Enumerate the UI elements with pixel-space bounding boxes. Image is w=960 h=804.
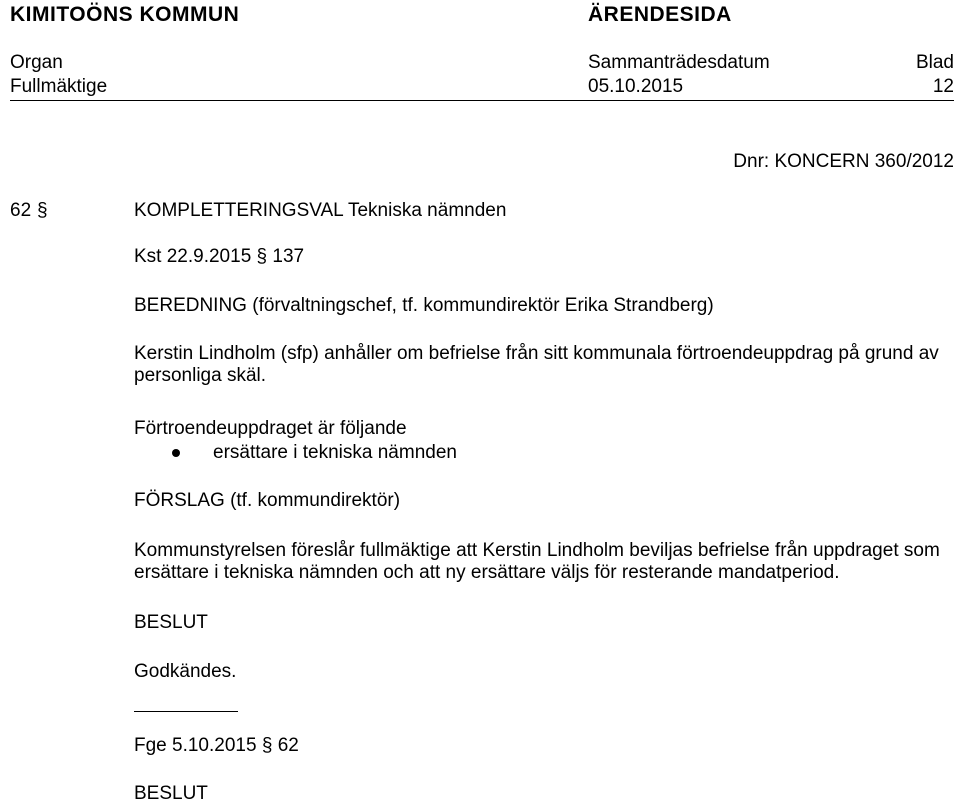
organ-value: Fullmäktige (10, 76, 108, 97)
fge-section-mark: § (261, 735, 273, 756)
bullet-icon (172, 449, 180, 457)
diary-number: Dnr: KONCERN 360/2012 (733, 151, 954, 172)
date-label: Sammanträdesdatum (588, 52, 770, 73)
body-paragraph: Kerstin Lindholm (sfp) anhåller om befrielse från sitt kommunala förtroendeuppdrag på grund av personliga skäl. (134, 343, 939, 386)
uppdrag-item: ersättare i tekniska nämnden (213, 442, 457, 463)
kst-number: 137 (272, 246, 305, 267)
page-label: Blad (915, 52, 954, 73)
fge-number: 62 (277, 735, 299, 756)
header-divider (10, 100, 954, 101)
beslut-text: Godkändes. (134, 661, 237, 682)
beredning-heading: BEREDNING (förvaltningschef, tf. kommundirektör Erika Strandberg) (134, 295, 714, 316)
item-number: 62 (10, 200, 32, 221)
item-title: KOMPLETTERINGSVAL Tekniska nämnden (134, 200, 507, 221)
separator-line (134, 711, 238, 712)
document-type: ÄRENDESIDA (588, 3, 732, 26)
fge-date: Fge 5.10.2015 (134, 735, 257, 756)
beslut-heading: BESLUT (134, 612, 208, 633)
forslag-heading: FÖRSLAG (tf. kommundirektör) (134, 490, 401, 511)
forslag-text: Kommunstyrelsen föreslår fullmäktige att Kerstin Lindholm beviljas befrielse från uppdraget som ersättare i tekniska nämnden och att ny ersättare väljs för resterande mandatperiod. (134, 540, 940, 583)
date-value: 05.10.2015 (588, 76, 684, 97)
page-number: 12 (932, 76, 954, 97)
uppdrag-heading: Förtroendeuppdraget är följande (134, 418, 407, 439)
kst-section-mark: § (256, 246, 268, 267)
beslut-heading-2: BESLUT (134, 783, 208, 804)
fge-reference (134, 736, 299, 755)
municipality-name: KIMITOÖNS KOMMUN (10, 3, 240, 26)
organ-label: Organ (10, 52, 63, 73)
kst-reference (134, 247, 304, 266)
kst-date: Kst 22.9.2015 (134, 246, 252, 267)
section-mark: § (37, 200, 48, 221)
